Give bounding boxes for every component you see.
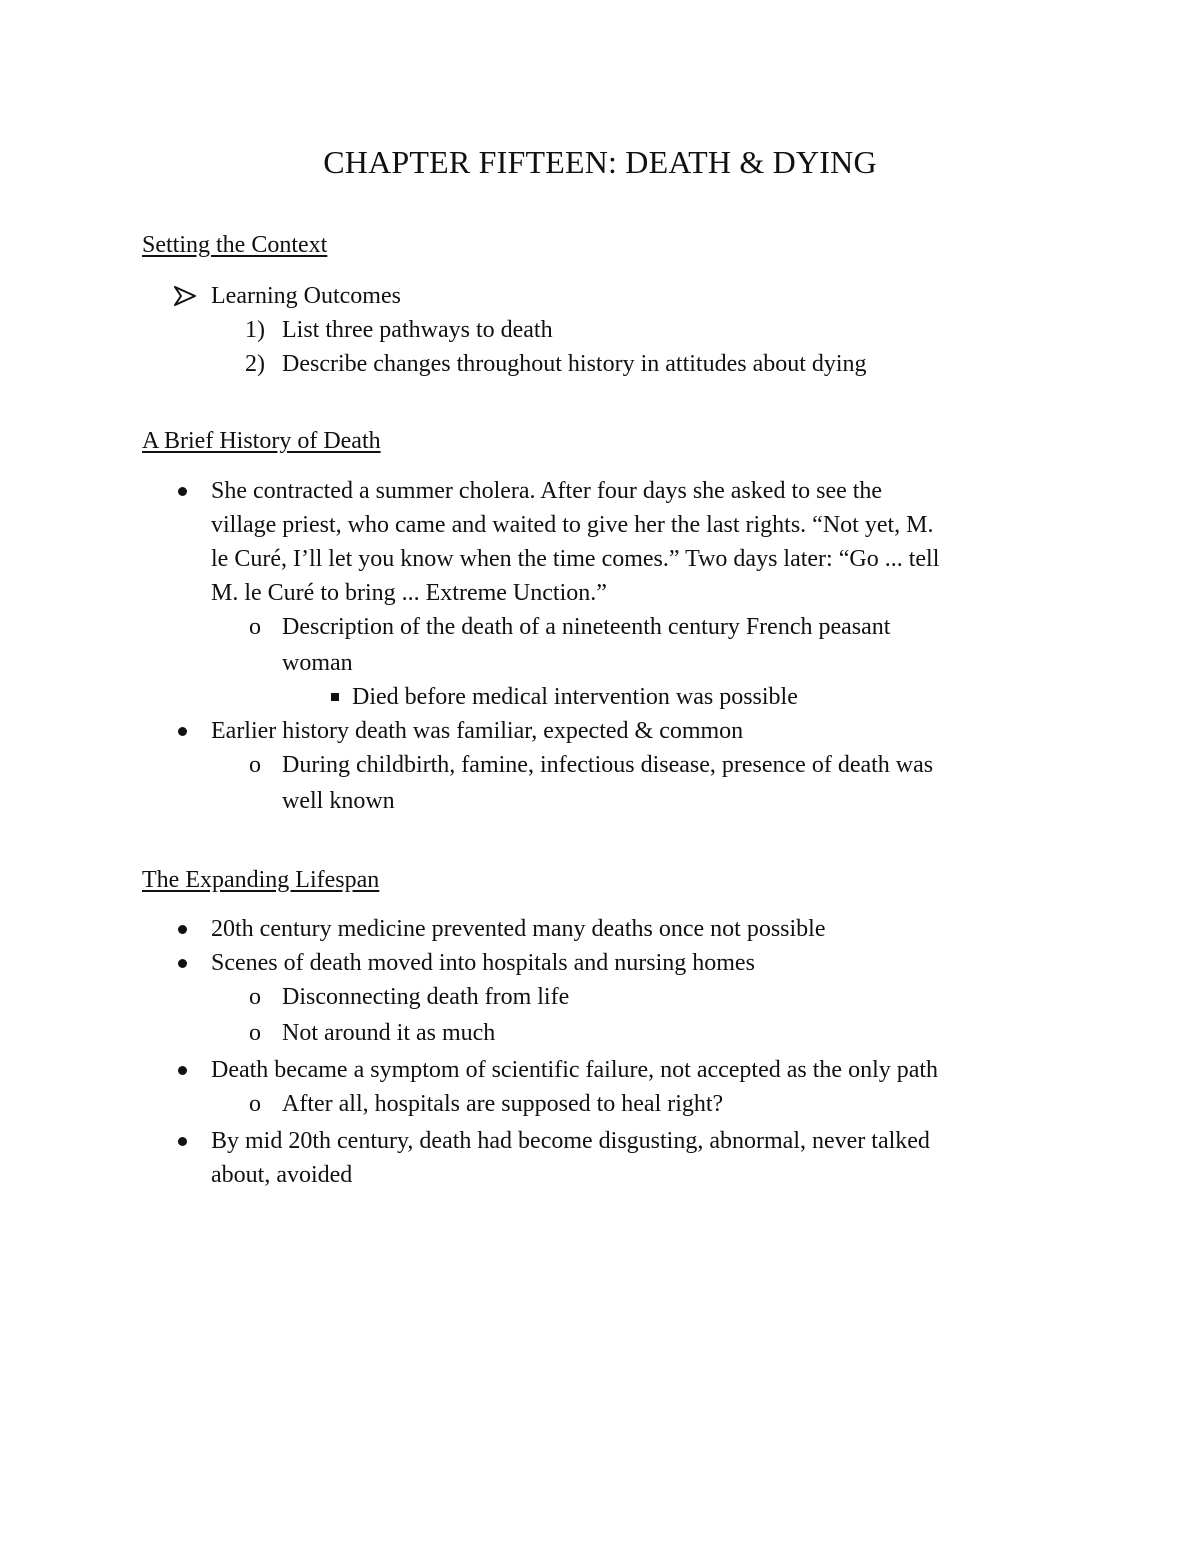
sub-bullet-text-line: After all, hospitals are supposed to heal right? — [282, 1091, 724, 1117]
section-heading-brief-history: A Brief History of Death — [142, 428, 381, 454]
learning-outcomes-label: Learning Outcomes — [211, 283, 401, 309]
arrow-bullet-icon — [172, 279, 198, 313]
sub-bullet-icon: o — [249, 614, 261, 640]
page-title: CHAPTER FIFTEEN: DEATH & DYING — [323, 144, 877, 180]
bullet-text-line: M. le Curé to bring ... Extreme Unction.” — [211, 580, 607, 606]
numbered-marker: 2) — [245, 351, 265, 377]
square-bullet-icon — [328, 680, 342, 714]
bullet-text-line: le Curé, I’ll let you know when the time comes.” Two days later: “Go ... tell — [211, 546, 940, 572]
bullet-text-line: She contracted a summer cholera. After four days she asked to see the — [211, 478, 883, 504]
sub-bullet-text-line: well known — [282, 788, 395, 814]
sub-bullet-text-line: During childbirth, famine, infectious disease, presence of death was — [282, 752, 934, 778]
sub-bullet-text-line: woman — [282, 650, 353, 676]
sub-bullet-text-line: Disconnecting death from life — [282, 984, 570, 1010]
bullet-icon — [172, 474, 192, 508]
bullet-icon — [172, 1053, 192, 1087]
sub-bullet-icon: o — [249, 752, 261, 778]
section-heading-expanding-lifespan: The Expanding Lifespan — [142, 867, 380, 893]
section-heading-setting-context: Setting the Context — [142, 232, 328, 258]
bullet-text-line: By mid 20th century, death had become disgusting, abnormal, never talked — [211, 1128, 930, 1154]
sub-bullet-text-line: Description of the death of a nineteenth century French peasant — [282, 614, 891, 640]
subsub-bullet-text: Died before medical intervention was possible — [352, 684, 798, 710]
numbered-item: Describe changes throughout history in attitudes about dying — [282, 351, 867, 377]
numbered-item: List three pathways to death — [282, 317, 553, 343]
sub-bullet-icon: o — [249, 1091, 261, 1117]
sub-bullet-text-line: Not around it as much — [282, 1020, 496, 1046]
bullet-icon — [172, 946, 192, 980]
sub-bullet-icon: o — [249, 1020, 261, 1046]
numbered-marker: 1) — [245, 317, 265, 343]
bullet-text-line: Death became a symptom of scientific failure, not accepted as the only path — [211, 1057, 939, 1083]
bullet-icon — [172, 912, 192, 946]
bullet-text-line: Earlier history death was familiar, expected & common — [211, 718, 744, 744]
bullet-text-line: Scenes of death moved into hospitals and nursing homes — [211, 950, 755, 976]
bullet-text-line: 20th century medicine prevented many deaths once not possible — [211, 916, 826, 942]
bullet-text-line: about, avoided — [211, 1162, 353, 1188]
sub-bullet-icon: o — [249, 984, 261, 1010]
bullet-icon — [172, 1124, 192, 1158]
bullet-text-line: village priest, who came and waited to give her the last rights. “Not yet, M. — [211, 512, 934, 538]
bullet-icon — [172, 714, 192, 748]
